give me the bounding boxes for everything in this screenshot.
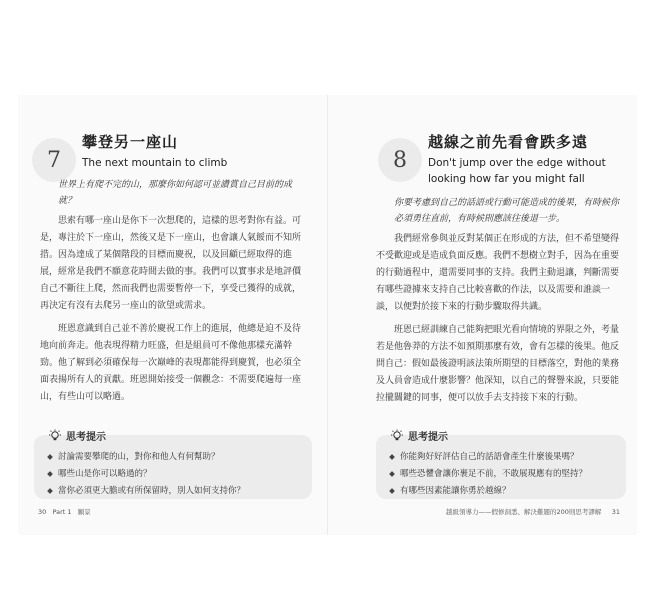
body-paragraph: 我們經常參與並反對某個正在形成的方法，但不希望變得不受歡迎或是造成負面反應。我們不想樹立對手，因為在重要的行動過程中，還需要同事的支持。我們主動退讓，判斷需要有哪些證據來支持自己比較喜歡的作法，以及需要和誰談一談，以便對於接下來的行動步驟取得共識。 <box>376 234 620 312</box>
right-page <box>336 95 636 535</box>
tip-item: 當你必須更大膽或有所保留時，別人如何支持你？ <box>48 483 302 500</box>
tip-item: 哪些恐懼會讓你裹足不前，不敢展現應有的堅持？ <box>390 466 616 483</box>
body-paragraph: 班恩意識到自己並不善於慶祝工作上的進展，他總是迫不及待地向前奔走。他表現得精力旺盛，但是組員可不像他那樣充滿幹勁。他了解到必須確保每一次巔峰的表現都能得到慶賀，也必須全面表揚所有人的貢獻。班恩開始接受一個觀念：不需要爬遍每一座山，有些山可以略過。 <box>40 324 302 402</box>
chapter-intro: 世界上有爬不完的山，那麼你如何認可並讚賞自己目前的成就？ <box>58 180 293 206</box>
left-footer <box>38 507 91 516</box>
chapter-intro: 你要考慮到自己的話語或行動可能造成的後果，有時候你必須勇往直前，有時候則應該往後退一步。 <box>394 198 620 224</box>
tips-header <box>390 428 448 443</box>
lightbulb-icon <box>390 429 404 443</box>
thinking-tips-box <box>34 432 312 499</box>
chapter-title-zh: 攀登另一座山 <box>82 133 179 151</box>
bullet-diamond-icon <box>389 454 395 460</box>
chapter-title-en: The next mountain to climb <box>82 157 228 169</box>
chapter-number: 8 <box>393 147 407 173</box>
tips-list <box>48 449 302 500</box>
tips-header-label: 思考提示 <box>408 432 448 443</box>
chapter-number-circle <box>378 138 422 182</box>
tips-header-label: 思考提示 <box>66 432 106 443</box>
body-paragraph: 班恩已經訓練自己能夠把眼光看向情境的界限之外，考量若是他魯莽的方法不如預期那麼有效，會有怎樣的後果。他反問自己：假如最後證明該法策所期望的目標落空，對他的業務及人員會造成什麼影響？他深知，以自己的聲譽來說，只要能拉攏關鍵的同事，便可以放手去支持接下來的行動。 <box>376 325 620 403</box>
chapter-body <box>376 231 626 413</box>
tips-list <box>390 449 616 500</box>
bullet-diamond-icon <box>47 488 53 494</box>
left-page <box>18 95 318 535</box>
chapter-body <box>40 213 308 412</box>
right-footer <box>446 507 620 516</box>
tip-item: 討論需要攀爬的山，對你和他人有何幫助？ <box>48 449 302 466</box>
tip-item: 有哪些因素能讓你勇於越線？ <box>390 483 616 500</box>
page-gutter <box>327 95 328 535</box>
bullet-diamond-icon <box>389 488 395 494</box>
page-number: 31 <box>611 508 621 516</box>
page-number: 30 <box>38 508 47 516</box>
chapter-title-zh: 越線之前先看會跌多遠 <box>428 133 589 151</box>
chapter-number: 7 <box>47 147 61 173</box>
footer-book-title: 越級領導力——假修洞悉、解決難題的200則思考謬解 <box>446 508 602 516</box>
bullet-diamond-icon <box>47 471 53 477</box>
tip-item: 哪些山是你可以略過的？ <box>48 466 302 483</box>
tips-header <box>48 428 106 443</box>
bullet-diamond-icon <box>389 471 395 477</box>
body-paragraph: 思索有哪一座山是你下一次想爬的，這樣的思考對你有益。可是，專注於下一座山，然後又是下一座山，也會讓人氣餒而不知所措。因為達成了某個階段的目標而慶祝，以及回顧已經取得的進展，經常是我們不願意花時間去做的事。我們可以實事求是地評價自己不斷往上爬，然而我們也需要暫停一下，享受已獲得的成就，再決定有沒有去爬另一座山的欲望或需求。 <box>40 216 302 311</box>
chapter-title-en: Don't jump over the edge without looking how far you might fall <box>428 157 606 185</box>
footer-section: 願景 <box>77 508 91 516</box>
chapter-number-circle <box>32 138 76 182</box>
thinking-tips-box <box>376 432 626 499</box>
bullet-diamond-icon <box>47 454 53 460</box>
lightbulb-icon <box>48 429 62 443</box>
footer-part: Part 1 <box>52 508 72 516</box>
tip-item: 你能夠好好評估自己的話語會產生什麼後果嗎？ <box>390 449 616 466</box>
